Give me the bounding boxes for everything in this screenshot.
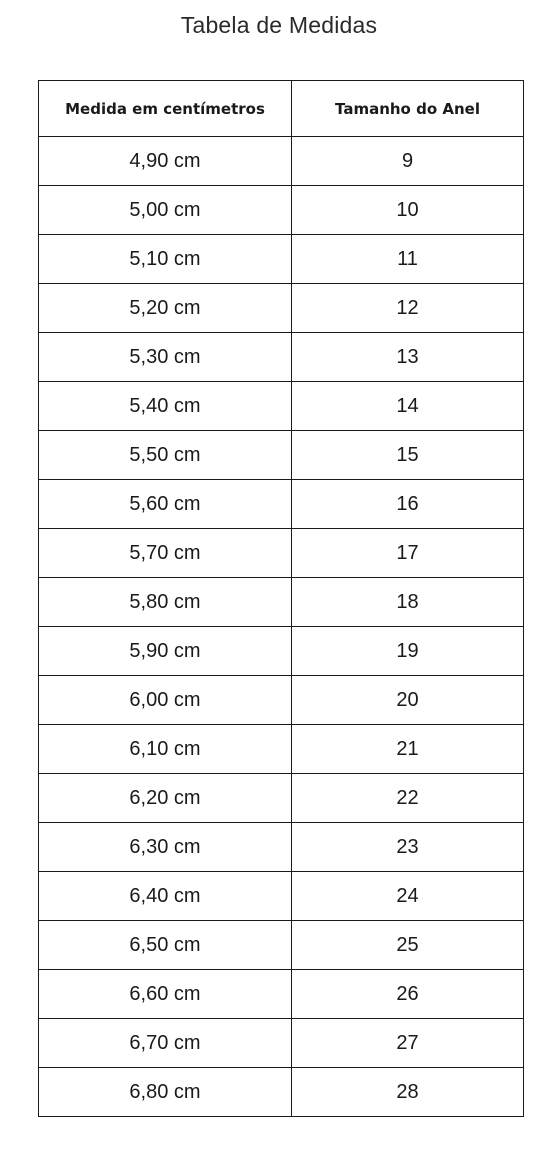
measure-cell: 6,20 cm (39, 774, 292, 823)
ring-size-cell: 15 (292, 431, 524, 480)
measure-cell: 5,00 cm (39, 186, 292, 235)
table-row (39, 676, 524, 725)
ring-size-cell: 12 (292, 284, 524, 333)
table-row (39, 529, 524, 578)
page-title: Tabela de Medidas (180, 12, 378, 38)
ring-size-cell: 20 (292, 676, 524, 725)
ring-size-cell: 25 (292, 921, 524, 970)
ring-size-cell: 21 (292, 725, 524, 774)
table-row (39, 1019, 524, 1068)
measure-cell: 4,90 cm (39, 137, 292, 186)
measure-cell: 6,80 cm (39, 1068, 292, 1117)
table-row (39, 382, 524, 431)
table-row (39, 725, 524, 774)
ring-size-cell: 28 (292, 1068, 524, 1117)
ring-size-cell: 13 (292, 333, 524, 382)
measure-cell: 5,30 cm (39, 333, 292, 382)
table-row (39, 235, 524, 284)
table-row (39, 284, 524, 333)
column-header-ring-size: Tamanho do Anel (292, 81, 524, 137)
measure-cell: 5,90 cm (39, 627, 292, 676)
ring-size-cell: 19 (292, 627, 524, 676)
ring-size-cell: 10 (292, 186, 524, 235)
table-row (39, 431, 524, 480)
table-row (39, 872, 524, 921)
measure-cell: 6,60 cm (39, 970, 292, 1019)
table-row (39, 627, 524, 676)
ring-size-cell: 24 (292, 872, 524, 921)
ring-size-cell: 26 (292, 970, 524, 1019)
table-row (39, 1068, 524, 1117)
measure-cell: 5,80 cm (39, 578, 292, 627)
table-row (39, 186, 524, 235)
measure-cell: 5,70 cm (39, 529, 292, 578)
table-row (39, 774, 524, 823)
ring-size-cell: 11 (292, 235, 524, 284)
column-header-measure: Medida em centímetros (39, 81, 292, 137)
measure-cell: 6,00 cm (39, 676, 292, 725)
measure-cell: 5,20 cm (39, 284, 292, 333)
measure-cell: 5,60 cm (39, 480, 292, 529)
ring-size-cell: 16 (292, 480, 524, 529)
measure-cell: 5,50 cm (39, 431, 292, 480)
measure-cell: 6,30 cm (39, 823, 292, 872)
measure-cell: 5,10 cm (39, 235, 292, 284)
measure-cell: 6,70 cm (39, 1019, 292, 1068)
table-row (39, 823, 524, 872)
ring-size-cell: 22 (292, 774, 524, 823)
size-table (38, 80, 524, 1117)
table-row (39, 480, 524, 529)
table-row (39, 578, 524, 627)
measure-cell: 6,40 cm (39, 872, 292, 921)
ring-size-cell: 9 (292, 137, 524, 186)
ring-size-cell: 17 (292, 529, 524, 578)
table-row (39, 333, 524, 382)
ring-size-cell: 27 (292, 1019, 524, 1068)
table-row (39, 921, 524, 970)
table-row (39, 970, 524, 1019)
measure-cell: 6,10 cm (39, 725, 292, 774)
ring-size-cell: 14 (292, 382, 524, 431)
ring-size-cell: 18 (292, 578, 524, 627)
measure-cell: 5,40 cm (39, 382, 292, 431)
table-row (39, 137, 524, 186)
table-header (39, 81, 524, 137)
measure-cell: 6,50 cm (39, 921, 292, 970)
header-row (39, 81, 524, 137)
table-body (39, 137, 524, 1117)
ring-size-cell: 23 (292, 823, 524, 872)
